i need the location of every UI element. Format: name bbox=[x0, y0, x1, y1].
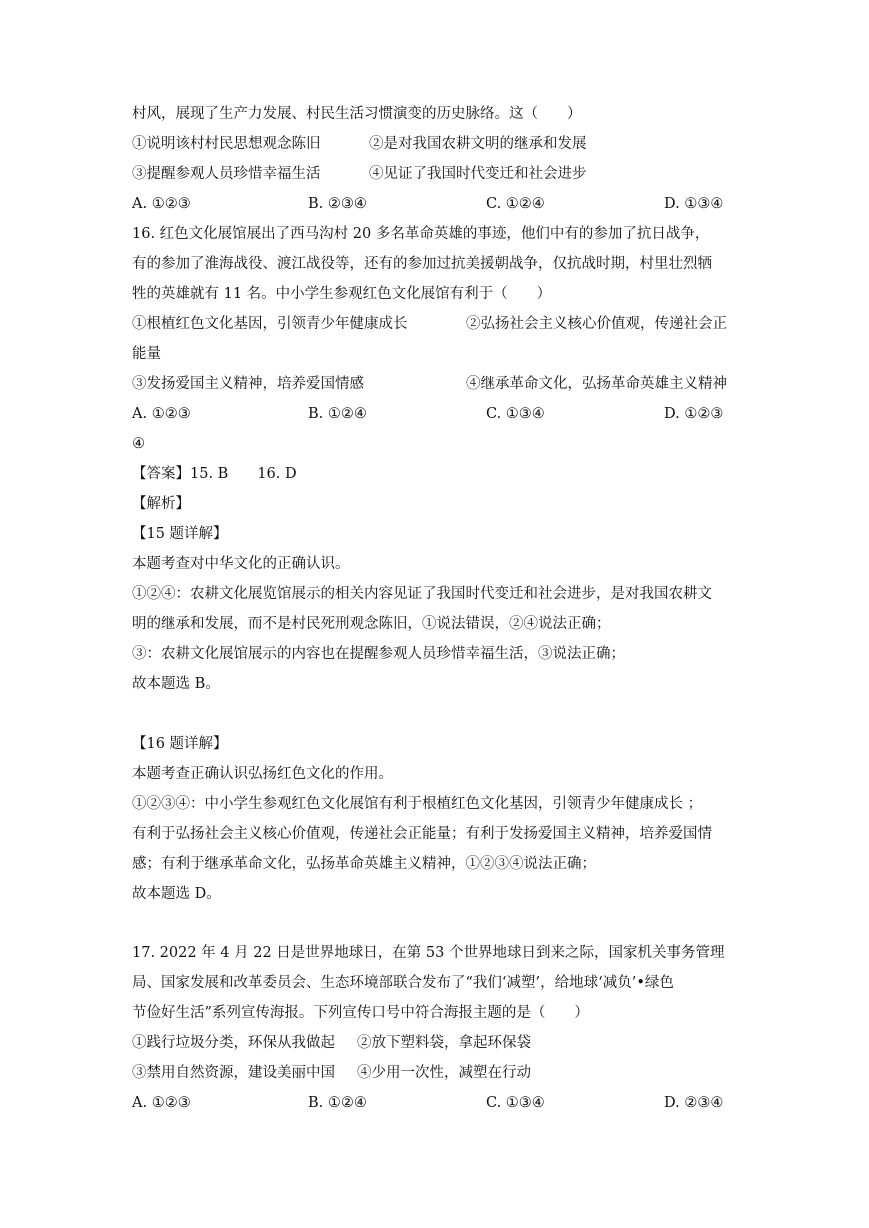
analysis-heading: 【解析】 bbox=[132, 496, 190, 512]
q17-option-2: ②放下塑料袋，拿起环保袋 bbox=[357, 1035, 531, 1051]
detail16-line: 本题考查正确认识弘扬红色文化的作用。 bbox=[132, 766, 393, 782]
q15-option-2: ②是对我国农耕文明的继承和发展 bbox=[369, 136, 587, 152]
detail15-line: ③：农耕文化展馆展示的内容也在提醒参观人员珍惜幸福生活，③说法正确； bbox=[132, 646, 625, 662]
answer-line: 【答案】15. B 16. D bbox=[132, 466, 297, 482]
detail15-line: 明的继承和发展，而不是村民死刑观念陈旧，①说法错误，②④说法正确； bbox=[132, 616, 611, 632]
detail15-heading: 【15 题详解】 bbox=[132, 526, 228, 542]
q15-choice-c: C. ①②④ bbox=[486, 196, 545, 212]
q15-option-4: ④见证了我国时代变迁和社会进步 bbox=[369, 166, 587, 182]
detail16-heading: 【16 题详解】 bbox=[132, 736, 228, 752]
detail15-line: ①②④：农耕文化展览馆展示的相关内容见证了我国时代变迁和社会进步，是对我国农耕文 bbox=[132, 586, 712, 602]
q17-stem-line: 节俭好生活”系列宣传海报。下列宣传口号中符合海报主题的是（ ） bbox=[132, 1005, 589, 1021]
q15-stem-tail: 村风，展现了生产力发展、村民生活习惯演变的历史脉络。这（ ） bbox=[132, 106, 582, 122]
q16-option-4: ④继承革命文化，弘扬革命英雄主义精神 bbox=[466, 376, 727, 392]
q16-option-2: ②弘扬社会主义核心价值观，传递社会正 bbox=[466, 316, 727, 332]
q16-stem-line: 16. 红色文化展馆展出了西马沟村 20 多名革命英雄的事迹，他们中有的参加了抗日战争， bbox=[132, 226, 710, 242]
q17-choice-d: D. ②③④ bbox=[664, 1095, 724, 1111]
q17-choice-a: A. ①②③ bbox=[132, 1095, 191, 1111]
q15-option-3: ③提醒参观人员珍惜幸福生活 bbox=[132, 166, 321, 182]
detail16-line: ①②③④：中小学生参观红色文化展馆有利于根植红色文化基因，引领青少年健康成长 ； bbox=[132, 796, 703, 812]
q16-stem-line: 牲的英雄就有 11 名。中小学生参观红色文化展馆有利于（ ） bbox=[132, 286, 552, 302]
q16-choice-d: D. ①②③ bbox=[664, 406, 724, 422]
q16-choice-d-continued: ④ bbox=[132, 436, 145, 452]
detail16-line: 感；有利于继承革命文化，弘扬革命英雄主义精神，①②③④说法正确； bbox=[132, 856, 596, 872]
q15-option-1: ①说明该村村民思想观念陈旧 bbox=[132, 136, 321, 152]
detail16-line: 故本题选 D。 bbox=[132, 886, 221, 902]
q16-option-3: ③发扬爱国主义精神，培养爱国情感 bbox=[132, 376, 364, 392]
q17-stem-line: 局、国家发展和改革委员会、生态环境部联合发布了“我们‘减塑’，给地球‘减负’•绿色 bbox=[132, 975, 674, 991]
q16-choice-a: A. ①②③ bbox=[132, 406, 191, 422]
q16-choice-c: C. ①③④ bbox=[486, 406, 545, 422]
q17-choice-c: C. ①③④ bbox=[486, 1095, 545, 1111]
q15-choice-b: B. ②③④ bbox=[308, 196, 367, 212]
q16-stem-line: 有的参加了淮海战役、渡江战役等，还有的参加过抗美援朝战争，仅抗战时期，村里壮烈牺 bbox=[132, 256, 712, 272]
detail15-line: 本题考查对中华文化的正确认识。 bbox=[132, 556, 350, 572]
q16-option-1: ①根植红色文化基因，引领青少年健康成长 bbox=[132, 316, 408, 332]
q17-option-4: ④少用一次性，减塑在行动 bbox=[357, 1065, 531, 1081]
q17-option-3: ③禁用自然资源，建设美丽中国 bbox=[132, 1065, 335, 1081]
q15-choice-d: D. ①③④ bbox=[664, 196, 724, 212]
q15-choice-a: A. ①②③ bbox=[132, 196, 191, 212]
q17-option-1: ①践行垃圾分类，环保从我做起 bbox=[132, 1035, 335, 1051]
q17-stem-line: 17. 2022 年 4 月 22 日是世界地球日，在第 53 个世界地球日到来之际，国家机关事务管理 bbox=[132, 945, 725, 961]
detail16-line: 有利于弘扬社会主义核心价值观，传递社会正能量；有利于发扬爱国主义精神，培养爱国情 bbox=[132, 826, 712, 842]
q16-option-2-continued: 能量 bbox=[132, 346, 161, 362]
q17-choice-b: B. ①②④ bbox=[308, 1095, 367, 1111]
q16-choice-b: B. ①②④ bbox=[308, 406, 367, 422]
detail15-line: 故本题选 B。 bbox=[132, 676, 220, 692]
